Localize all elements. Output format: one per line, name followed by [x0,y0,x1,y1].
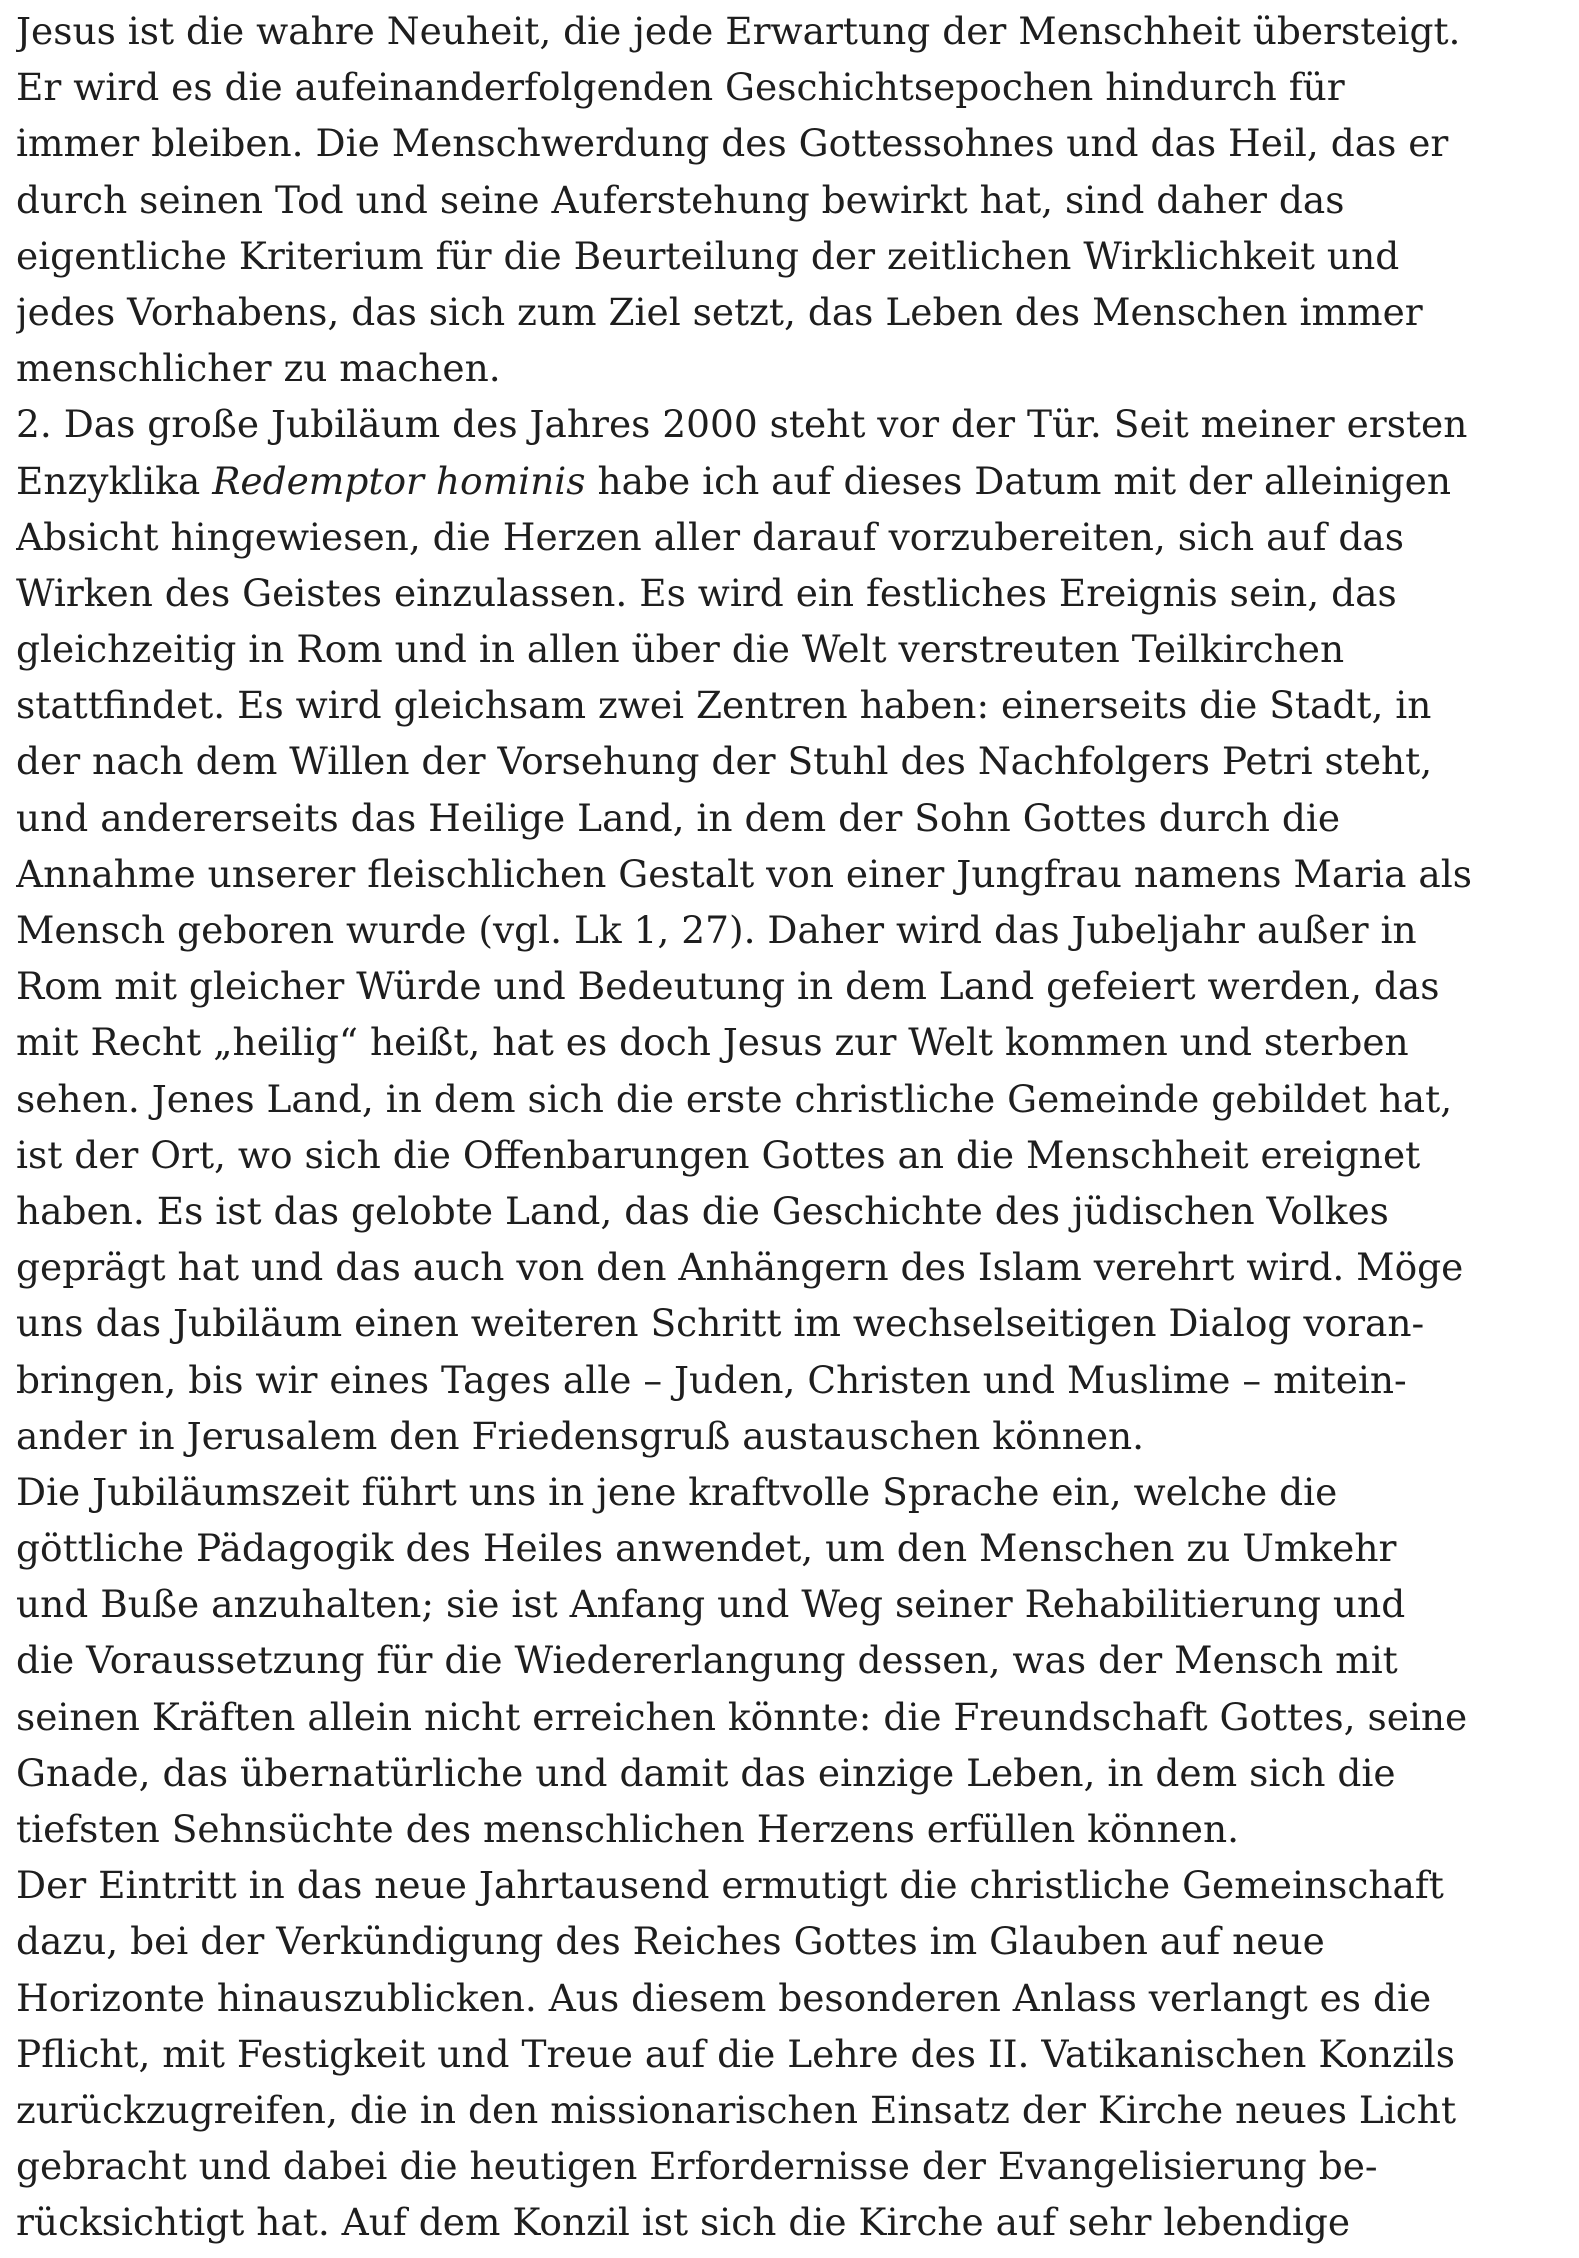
text-line: Jesus ist die wahre Neuheit, die jede Erwartung der Menschheit übersteigt. [16,9,1461,53]
text-line: der nach dem Willen der Vorsehung der Stuhl des Nachfolgers Petri steht, [16,739,1433,784]
text-segment: habe ich auf dieses Datum mit der alleinigen [585,458,1451,503]
text-line: Horizonte hinauszublicken. Aus diesem besonderen Anlass verlangt es die [16,1975,1432,2020]
text-line: Pflicht, mit Festigkeit und Treue auf die Lehre des II. Vatikanischen Konzils [16,2031,1456,2076]
text-line: Er wird es die aufeinanderfolgenden Geschichtsepochen hindurch für [16,65,1345,110]
text-line: Der Eintritt in das neue Jahrtausend ermutigt die christliche Gemeinschaft [16,1863,1444,1908]
text-line: zurückzugreifen, die in den missionarischen Einsatz der Kirche neues Licht [16,2087,1457,2132]
text-line: stattfindet. Es wird gleichsam zwei Zentren haben: einerseits die Stadt, in [16,683,1432,728]
text-line: geprägt hat und das auch von den Anhängern des Islam verehrt wird. Möge [16,1245,1464,1290]
paragraph-4 [16,1857,1566,2250]
text-line: Gnade, das übernatürliche und damit das einzige Leben, in dem sich die [16,1750,1396,1795]
text-line: ander in Jerusalem den Friedensgruß austauschen können. [16,1413,1145,1458]
text-line: und andererseits das Heilige Land, in dem der Sohn Gottes durch die [16,795,1341,840]
text-line: sehen. Jenes Land, in dem sich die erste christliche Gemeinde gebildet hat, [16,1076,1453,1121]
text-line: Absicht hingewiesen, die Herzen aller darauf vorzubereiten, sich auf das [16,514,1404,559]
text-line: immer bleiben. Die Menschwerdung des Gottessohnes und das Heil, das er [16,121,1449,166]
text-line: haben. Es ist das gelobte Land, das die Geschichte des jüdischen Volkes [16,1188,1389,1233]
text-line: die Voraussetzung für die Wiedererlangung dessen, was der Mensch mit [16,1638,1398,1683]
text-line: gebracht und dabei die heutigen Erfordernisse der Evangelisierung be- [16,2144,1378,2189]
text-line: jedes Vorhabens, das sich zum Ziel setzt, das Leben des Menschen immer [16,289,1423,334]
text-line: Mensch geboren wurde (vgl. Lk 1, 27). Daher wird das Jubeljahr außer in [16,908,1417,952]
text-line: bringen, bis wir eines Tages alle – Juden, Christen und Muslime – mitein- [16,1357,1407,1402]
text-line: ist der Ort, wo sich die Offenbarungen Gottes an die Menschheit ereignet [16,1132,1421,1177]
text-line: uns das Jubiläum einen weiteren Schritt im wechselseitigen Dialog voran- [16,1301,1425,1346]
text-line: und Buße anzuhalten; sie ist Anfang und Weg seiner Rehabilitierung und [16,1582,1406,1627]
text-line: Die Jubiläumszeit führt uns in jene kraftvolle Sprache ein, welche die [16,1469,1338,1514]
text-line: mit Recht „heilig“ heißt, hat es doch Jesus zur Welt kommen und sterben [16,1020,1409,1065]
text-segment: Enzyklika [16,458,213,503]
text-line: seinen Kräften allein nicht erreichen könnte: die Freundschaft Gottes, seine [16,1694,1468,1739]
text-line: rücksichtigt hat. Auf dem Konzil ist sich die Kirche auf sehr lebendige [16,2200,1351,2245]
document-page [16,0,1566,2258]
text-line: Annahme unserer fleischlichen Gestalt von einer Jungfrau namens Maria als [16,851,1472,896]
paragraph-1 [16,3,1566,396]
text-line: eigentliche Kriterium für die Beurteilung der zeitlichen Wirklichkeit und [16,233,1400,278]
paragraph-2 [16,396,1566,1464]
text-line: Rom mit gleicher Würde und Bedeutung in dem Land gefeiert werden, das [16,964,1440,1009]
text-line: 2. Das große Jubiläum des Jahres 2000 steht vor der Tür. Seit meiner ersten [16,402,1468,447]
text-line: Wirken des Geistes einzulassen. Es wird ein festliches Ereignis sein, das [16,570,1397,615]
text-line-with-italic [16,453,1566,509]
text-line: durch seinen Tod und seine Auferstehung bewirkt hat, sind daher das [16,177,1345,222]
text-line: tiefsten Sehnsüchte des menschlichen Herzens erfüllen können. [16,1807,1240,1851]
text-line: dazu, bei der Verkündigung des Reiches Gottes im Glauben auf neue [16,1919,1325,1964]
text-line: menschlicher zu machen. [16,346,501,391]
paragraph-3 [16,1464,1566,1857]
text-line: göttliche Pädagogik des Heiles anwendet, um den Menschen zu Umkehr [16,1526,1397,1571]
text-line: gleichzeitig in Rom und in allen über die Welt verstreuten Teilkirchen [16,627,1345,672]
encyclical-title: Redemptor hominis [212,458,586,503]
